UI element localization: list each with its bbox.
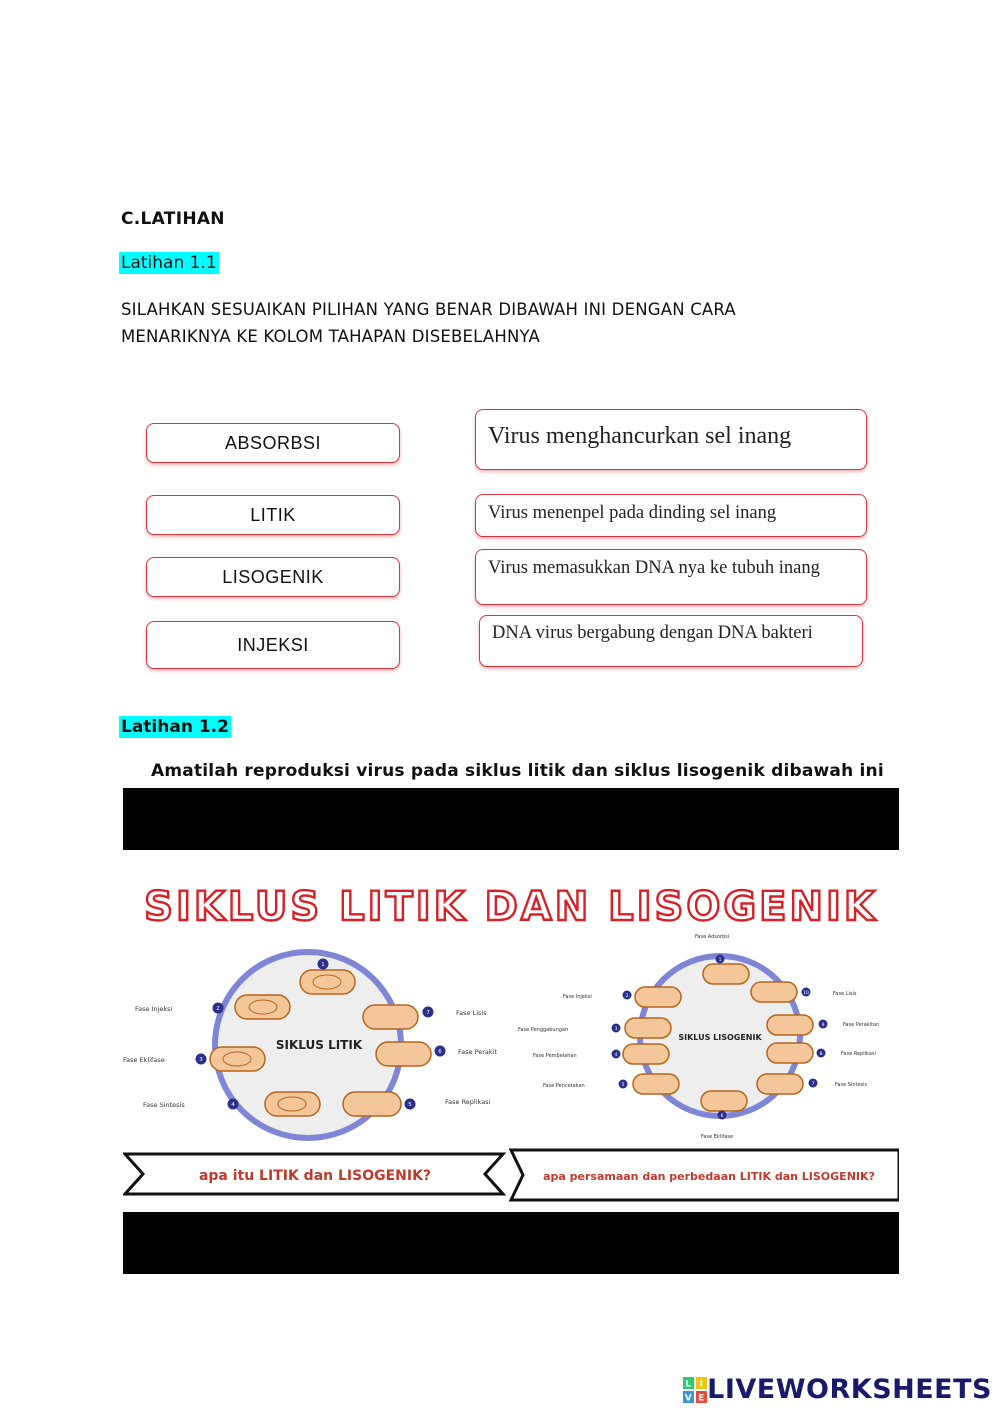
desc-menghancurkan[interactable]: Virus menghancurkan sel inang [475, 409, 867, 470]
svg-text:Fase Lisis: Fase Lisis [833, 991, 857, 997]
desc-memasukkan-dna[interactable]: Virus memasukkan DNA nya ke tubuh inang [475, 549, 867, 605]
svg-text:Fase Pembelahan: Fase Pembelahan [533, 1053, 577, 1059]
desc-dna-bergabung[interactable]: DNA virus bergabung dengan DNA bakteri [479, 615, 863, 667]
svg-text:Fase Perakitan: Fase Perakitan [843, 1022, 880, 1028]
desc-menempel[interactable]: Virus menenpel pada dinding sel inang [475, 494, 867, 537]
svg-text:7: 7 [811, 1082, 815, 1087]
svg-text:2: 2 [625, 994, 629, 999]
svg-text:Fase Penggabungan: Fase Penggabungan [518, 1027, 569, 1033]
svg-text:Fase Sintesis: Fase Sintesis [835, 1082, 868, 1088]
svg-text:6: 6 [720, 1114, 724, 1119]
svg-text:10: 10 [803, 991, 809, 996]
brand-name: LIVEWORKSHEETS [707, 1374, 992, 1405]
svg-text:Fase Lisis: Fase Lisis [456, 1009, 487, 1017]
svg-text:V: V [684, 1393, 693, 1403]
svg-text:Fase Injeksi: Fase Injeksi [563, 994, 592, 1000]
svg-text:5: 5 [408, 1102, 412, 1108]
svg-text:Fase Replikasi: Fase Replikasi [841, 1051, 876, 1057]
observe-text: Amatilah reproduksi virus pada siklus litik dan siklus lisogenik dibawah ini [151, 761, 884, 781]
svg-text:E: E [698, 1393, 705, 1403]
svg-text:3: 3 [614, 1027, 618, 1032]
svg-text:Fase Perakit: Fase Perakit [458, 1048, 498, 1056]
svg-text:apa itu LITIK dan LISOGENIK?: apa itu LITIK dan LISOGENIK? [198, 1168, 432, 1184]
latihan-1-1-heading: Latihan 1.1 [121, 253, 217, 273]
svg-text:1: 1 [718, 958, 722, 963]
svg-text:9: 9 [821, 1023, 825, 1028]
svg-text:Fase Pencetakan: Fase Pencetakan [543, 1083, 585, 1089]
cycle-diagram-image [123, 788, 899, 1274]
term-lisogenik[interactable]: LISOGENIK [146, 557, 400, 597]
latihan-1-2-heading: Latihan 1.2 [121, 717, 229, 737]
svg-text:4: 4 [231, 1102, 235, 1108]
svg-text:3: 3 [199, 1057, 203, 1063]
svg-text:Fase Replikasi: Fase Replikasi [445, 1098, 491, 1106]
svg-text:Fase Injeksi: Fase Injeksi [135, 1005, 173, 1013]
svg-text:5: 5 [621, 1083, 625, 1088]
svg-text:2: 2 [216, 1006, 220, 1012]
svg-text:Fase Sintesis: Fase Sintesis [143, 1101, 185, 1109]
term-absorbsi[interactable]: ABSORBSI [146, 423, 400, 463]
lytic-label: SIKLUS LITIK [275, 1038, 363, 1052]
svg-text:8: 8 [819, 1052, 823, 1057]
term-litik[interactable]: LITIK [146, 495, 400, 535]
banner-left [125, 1154, 503, 1194]
video-player[interactable] [123, 788, 899, 1274]
svg-text:7: 7 [426, 1010, 430, 1016]
svg-text:Fase Eklifase: Fase Eklifase [123, 1056, 165, 1064]
svg-text:1: 1 [321, 962, 325, 968]
liveworksheets-logo [683, 1374, 992, 1405]
svg-text:4: 4 [614, 1053, 618, 1058]
svg-text:apa persamaan dan perbedaan LI: apa persamaan dan perbedaan LITIK dan LISOGENIK? [543, 1170, 875, 1183]
svg-text:I: I [699, 1379, 704, 1389]
diagram-title: SIKLUS LITIK DAN LISOGENIK [144, 884, 878, 930]
svg-text:Fase Adsorbsi: Fase Adsorbsi [695, 934, 730, 940]
svg-text:Fase Eklifase: Fase Eklifase [701, 1134, 734, 1140]
section-title: C.LATIHAN [121, 209, 225, 229]
term-injeksi[interactable]: INJEKSI [146, 621, 400, 669]
liveworksheets-logo-icon [683, 1377, 707, 1403]
instruction-text: SILAHKAN SESUAIKAN PILIHAN YANG BENAR DIBAWAH INI DENGAN CARA MENARIKNYA KE KOLOM TAHAPAN DISEBELAHNYA [121, 300, 736, 346]
lysogenic-label: SIKLUS LISOGENIK [678, 1033, 762, 1042]
svg-text:6: 6 [438, 1049, 442, 1055]
svg-text:L: L [685, 1379, 692, 1389]
banner-right [511, 1150, 899, 1200]
